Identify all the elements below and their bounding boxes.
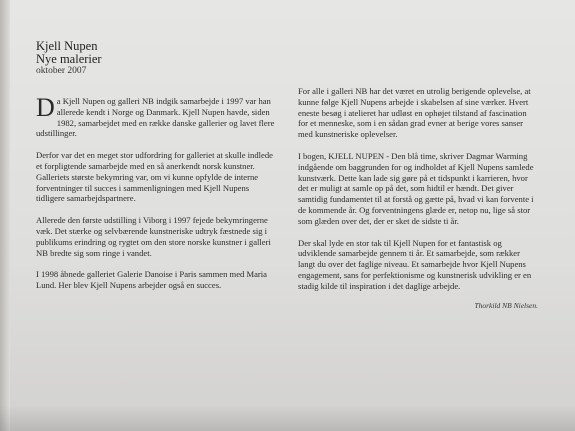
signature: Thorkild NB Nielsen. — [474, 300, 538, 310]
book-gutter — [0, 0, 10, 431]
left-paragraph-1 — [36, 93, 276, 139]
right-column — [298, 86, 538, 310]
right-paragraph-3: Der skal lyde en stor tak til Kjell Nupen for et fantastisk og udviklende samarbejde gennem ti år. Et samarbejde, som rækker langt du over det faglige niveau. Et samarbejde hvor Kjell Nupens engagement, sans for perfektionisme og kunstnerisk udvikling er en stadig kilde til inspiration i det daglige arbejde. — [298, 237, 532, 291]
page-title: Kjell Nupen — [36, 39, 98, 53]
left-paragraph-3: Allerede den første udstilling i Viborg i 1997 fejede bekymringerne væk. Det stærke og selvbærende kunstneriske udtryk fæstnede sig i publikums erindring og rygtet om den store norske kunstner i galleri NB bredte sig som ringe i vandet. — [36, 215, 271, 258]
left-paragraph-4: I 1998 åbnede galleriet Galerie Danoise i Paris sammen med Maria Lund. Her blev Kjell Nupens arbejder også en succes. — [36, 269, 267, 291]
page-bottom-shadow — [0, 405, 575, 431]
drop-cap: D — [36, 93, 55, 122]
page-subtitle: Nye malerier — [36, 52, 102, 66]
right-paragraph-1: For alle i galleri NB har det været en utrolig berigende oplevelse, at kunne følge Kjell Nupens arbejde i skabelsen af sine værker. Hvert eneste besøg i atelieret har udløst en ophøjet tilstand af fascination for et menneske, som i en sådan grad evner at berige vores sanser med kunstneriske oplevelser. — [298, 86, 531, 140]
left-paragraph-2: Derfor var det en meget stor udfordring for galleriet at skulle indlede et forpligtende samarbejde med en så anerkendt norsk kunstner. Galleriets største bekymring var, om vi kunne opfylde de interne forventninger til succes i sammenligningen med Kjell Nupens tidligere samarbejdspartnere. — [36, 150, 273, 204]
left-paragraph-1-text: a Kjell Nupen og galleri NB indgik samarbejde i 1997 var han allerede kendt i Norge og Danmark. Kjell Nupen havde, siden 1982, samarbejdet med en række danske gallerier og lavet flere udstillinger. — [36, 96, 275, 139]
page-date: oktober 2007 — [36, 66, 87, 76]
right-paragraph-2: I bogen, KJELL NUPEN - Den blå time, skriver Dagmar Warming indgående om baggrunden for og indholdet af Kjell Nupens samlede kunstværk. Dette kan lade sig gøre på et tidspunkt i karrieren, hvor det er muligt at samle op på det, som hidtil er hændt. Det giver samtidig fundamentet til at forstå og gætte på, hvad vi kan forvente i de kommende år. Og forventningens glæde er, netop nu, lige så stor som glæden over det, der er sket de sidste ti år. — [298, 150, 534, 226]
left-column — [36, 40, 276, 302]
